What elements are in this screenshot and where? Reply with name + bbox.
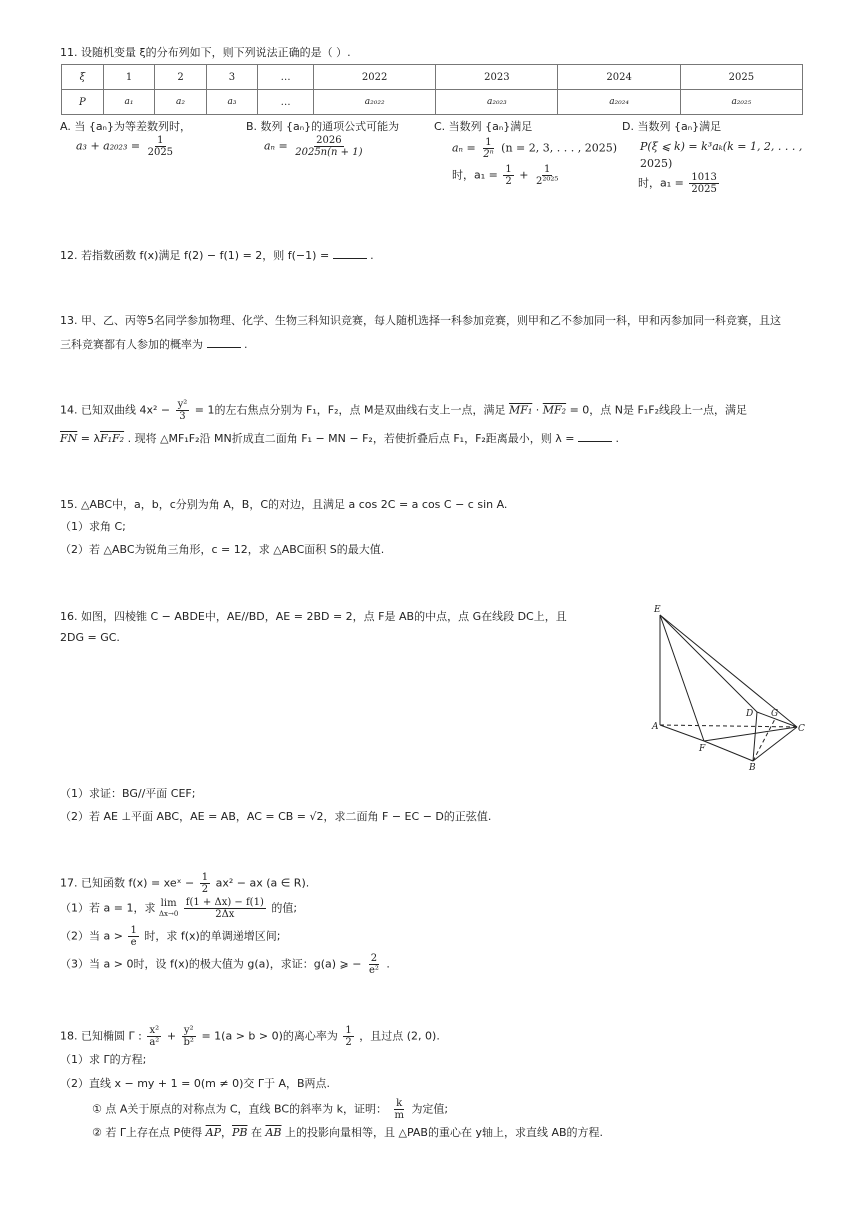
table-cell: a₂₀₂₂	[314, 90, 436, 115]
fraction	[503, 164, 513, 187]
vector: $\overline{AP}$	[205, 1126, 221, 1139]
question-text: 为定值;	[411, 1102, 449, 1116]
formula-text: +	[519, 168, 529, 182]
question-text: 14. 已知双曲线 4x² −	[60, 403, 171, 417]
q11-option-d-condition-end: 2025)	[640, 157, 673, 170]
question-text: 上的投影向量相等，且 △PAB的重心在 y轴上，求直线 AB的方程.	[285, 1126, 604, 1139]
question-text: ② 若 Γ上存在点 P使得	[92, 1126, 203, 1139]
question-text: 17. 已知函数 f(x) = xeˣ −	[60, 876, 195, 890]
limit	[159, 899, 178, 919]
answer-blank[interactable]	[333, 248, 367, 259]
fraction	[343, 1025, 353, 1048]
table-cell: …	[258, 65, 314, 90]
numerator: 1	[130, 925, 137, 936]
table-cell: 2	[155, 65, 206, 90]
limit-symbol: lim	[160, 897, 177, 909]
fraction	[200, 872, 210, 895]
q15-stem: 15. △ABC中，a，b，c分别为角 A，B，C的对边，且满足 a cos 2C = a cos C − c sin A.	[60, 498, 508, 511]
question-text: . 现将 △MF₁F₂沿 MN折成直二面角 F₁ − MN − F₂，若使折叠后点 F₁，F₂距离最小，则 λ =	[127, 432, 575, 445]
label-g: G	[771, 709, 779, 719]
question-text: 18. 已知椭圆 Γ :	[60, 1029, 142, 1043]
q12	[60, 247, 374, 263]
table-cell: 2024	[558, 65, 680, 90]
q18-subpart1	[92, 1098, 448, 1121]
denominator: 2	[201, 884, 209, 895]
table-cell: a₂₀₂₄	[558, 90, 680, 115]
table-cell: 2022	[314, 65, 436, 90]
table-cell: P	[62, 90, 104, 115]
q18-subpart2	[92, 1124, 603, 1140]
numerator: 2	[370, 953, 378, 964]
label-d: D	[746, 709, 754, 719]
question-end: .	[615, 432, 620, 445]
denominator: a²	[149, 1037, 160, 1048]
vector: $\overline{PB}$	[231, 1126, 248, 1139]
q11-option-b-formula	[264, 135, 366, 158]
table-row	[62, 65, 803, 90]
fraction	[293, 135, 364, 158]
question-text: ax² − ax (a ∈ R).	[215, 876, 310, 890]
table-row	[62, 90, 803, 115]
question-text: = 1(a > b > 0)的离心率为	[201, 1029, 338, 1043]
q17-part1	[60, 897, 297, 920]
q11-option-d-text: D. 当数列 {aₙ}满足	[622, 120, 722, 133]
numerator: k	[396, 1098, 403, 1109]
question-text: 的值;	[271, 901, 298, 915]
fraction	[176, 399, 190, 422]
denominator: 2025n(n + 1)	[295, 147, 363, 158]
fraction	[146, 135, 175, 158]
question-text: 12. 若指数函数 f(x)满足 f(2) − f(1) = 2，则 f(−1) =	[60, 249, 330, 262]
vector: $\overline{FN}$	[60, 432, 78, 445]
q16-stem-line1: 16. 如图，四棱锥 C − ABDE中，AE//BD，AE = 2BD = 2，点 F是 AB的中点，点 G在线段 DC上，且	[60, 610, 567, 623]
formula-text: (n = 2, 3, . . . , 2025)	[501, 141, 617, 155]
q13-line2	[60, 336, 248, 352]
q11-option-c-text: C. 当数列 {aₙ}满足	[434, 120, 533, 133]
numerator: 1	[505, 164, 512, 175]
formula-text: aₙ =	[452, 141, 476, 155]
q13-line1: 13. 甲、乙、丙等5名同学参加物理、化学、生物三科知识竞赛，每人随机选择一科参加竞赛，则甲和乙不参加同一科，甲和丙参加同一科竞赛，且这	[60, 314, 781, 327]
table-cell: 2023	[436, 65, 558, 90]
vector: $\overline{AB}$	[265, 1126, 282, 1139]
denominator: b²	[183, 1037, 194, 1048]
label-c: C	[798, 724, 805, 734]
question-text: （1）若 a = 1，求	[60, 901, 156, 915]
numerator: 1013	[691, 172, 717, 183]
q14-line2	[60, 430, 619, 446]
question-text: = 1的左右焦点分别为 F₁，F₂，点 M是双曲线右支上一点，满足	[194, 403, 506, 417]
denominator: 2025	[147, 147, 174, 158]
table-cell: ξ	[62, 65, 104, 90]
fraction	[367, 953, 381, 976]
fraction	[392, 1098, 405, 1121]
limit-subscript: Δx→0	[158, 909, 179, 918]
q15-part2: （2）若 △ABC为锐角三角形，c = 12，求 △ABC面积 S的最大值.	[60, 543, 385, 556]
numerator: 1	[485, 137, 492, 148]
denominator: 2²⁰²⁵	[535, 176, 559, 187]
distribution-table	[61, 64, 803, 115]
answer-blank[interactable]	[207, 337, 241, 348]
table-cell: a₃	[206, 90, 257, 115]
q16-part1: （1）求证：BG//平面 CEF;	[60, 787, 196, 800]
vector: F₁F₂	[100, 432, 125, 445]
fraction	[481, 137, 495, 160]
table-cell: …	[258, 90, 314, 115]
q17-part3	[60, 953, 390, 976]
q11-stem: 11. 设随机变量 ξ的分布列如下，则下列说法正确的是（ ）.	[60, 46, 351, 59]
q15-part1: （1）求角 C;	[60, 520, 126, 533]
numerator: 1	[543, 164, 551, 175]
label-b: B	[749, 763, 756, 773]
denominator: 2	[505, 176, 512, 187]
q11-option-d-condition: P(ξ ⩽ k) = k³aₖ(k = 1, 2, . . . ,	[640, 140, 803, 153]
table-cell: a₂₀₂₅	[680, 90, 802, 115]
table-cell: a₁	[103, 90, 154, 115]
q17-stem	[60, 872, 309, 895]
denominator: e	[130, 937, 137, 948]
fraction	[534, 164, 560, 187]
question-text: = 0，点 N是 F₁F₂线段上一点，满足	[569, 403, 748, 417]
denominator: 2	[345, 1037, 352, 1048]
q11-option-d-result	[638, 172, 721, 195]
fraction	[182, 1025, 196, 1048]
fraction	[128, 925, 138, 948]
label-f: F	[699, 744, 706, 754]
table-cell: 3	[206, 65, 257, 90]
formula-text: 时，a₁ =	[452, 168, 498, 182]
question-end: .	[370, 249, 374, 262]
question-text: ① 点 A关于原点的对称点为 C，直线 BC的斜率为 k，证明：	[92, 1102, 387, 1116]
denominator: 2025	[691, 184, 717, 195]
formula-text: a₃ + a₂₀₂₃ =	[76, 139, 141, 153]
question-text: 时，求 f(x)的单调递增区间;	[144, 929, 281, 943]
pyramid-figure	[640, 600, 820, 775]
formula-text: aₙ =	[264, 139, 288, 153]
numerator: x²	[149, 1025, 160, 1036]
q11-option-b-text: B. 数列 {aₙ}的通项公式可能为	[246, 120, 400, 133]
table-cell: 1	[103, 65, 154, 90]
denominator: 3	[179, 411, 186, 422]
table-cell: a₂₀₂₃	[436, 90, 558, 115]
question-text: 在	[250, 1126, 262, 1139]
q18-part1: （1）求 Γ的方程;	[60, 1053, 147, 1066]
fraction	[184, 897, 266, 920]
answer-blank[interactable]	[578, 431, 612, 442]
formula-text: +	[166, 1029, 177, 1043]
question-text: （3）当 a > 0时，设 f(x)的极大值为 g(a)，求证：g(a) ⩾ −	[60, 957, 362, 971]
denominator: 2ⁿ	[483, 149, 494, 160]
q11-option-c-result	[452, 164, 562, 187]
q16-part2: （2）若 AE ⊥平面 ABC，AE = AB，AC = CB = √2，求二面角 F − EC − D的正弦值.	[60, 810, 492, 823]
fraction	[689, 172, 718, 195]
numerator: 1	[201, 872, 209, 883]
label-e: E	[654, 605, 661, 615]
denominator: e²	[368, 965, 379, 976]
label-a: A	[652, 722, 659, 732]
question-text: ，且过点 (2, 0).	[359, 1029, 440, 1043]
q16-stem-line2: 2DG = GC.	[60, 631, 120, 644]
question-text: （2）当 a >	[60, 929, 123, 943]
vector: MF₂	[542, 403, 567, 417]
formula-text: = λ	[80, 432, 100, 445]
formula-text: ，	[220, 1126, 232, 1139]
q18-part2: （2）直线 x − my + 1 = 0(m ≠ 0)交 Γ于 A，B两点.	[60, 1077, 331, 1090]
numerator: 1	[345, 1025, 352, 1036]
formula-text: 时，a₁ =	[638, 176, 684, 190]
numerator: 1	[157, 135, 164, 146]
table-cell: a₂	[155, 90, 206, 115]
formula-text: ·	[535, 403, 540, 417]
vector: MF₁	[508, 403, 533, 417]
question-text: .	[386, 957, 390, 971]
q17-part2	[60, 925, 281, 948]
numerator: 2026	[316, 135, 342, 146]
q11-option-a-text: A. 当 {aₙ}为等差数列时，	[60, 120, 191, 133]
question-end: .	[244, 338, 248, 351]
q18-stem	[60, 1025, 440, 1048]
q11-option-a-formula	[76, 135, 177, 158]
denominator: m	[394, 1110, 404, 1121]
numerator: y²	[177, 399, 188, 410]
numerator: f(1 + Δx) − f(1)	[185, 897, 264, 908]
question-text: 三科竞赛都有人参加的概率为	[60, 338, 203, 351]
q11-option-c-formula	[452, 137, 617, 160]
numerator: y²	[183, 1025, 194, 1036]
table-cell: 2025	[680, 65, 802, 90]
fraction	[147, 1025, 161, 1048]
denominator: 2Δx	[215, 909, 235, 920]
q14-line1	[60, 399, 747, 422]
